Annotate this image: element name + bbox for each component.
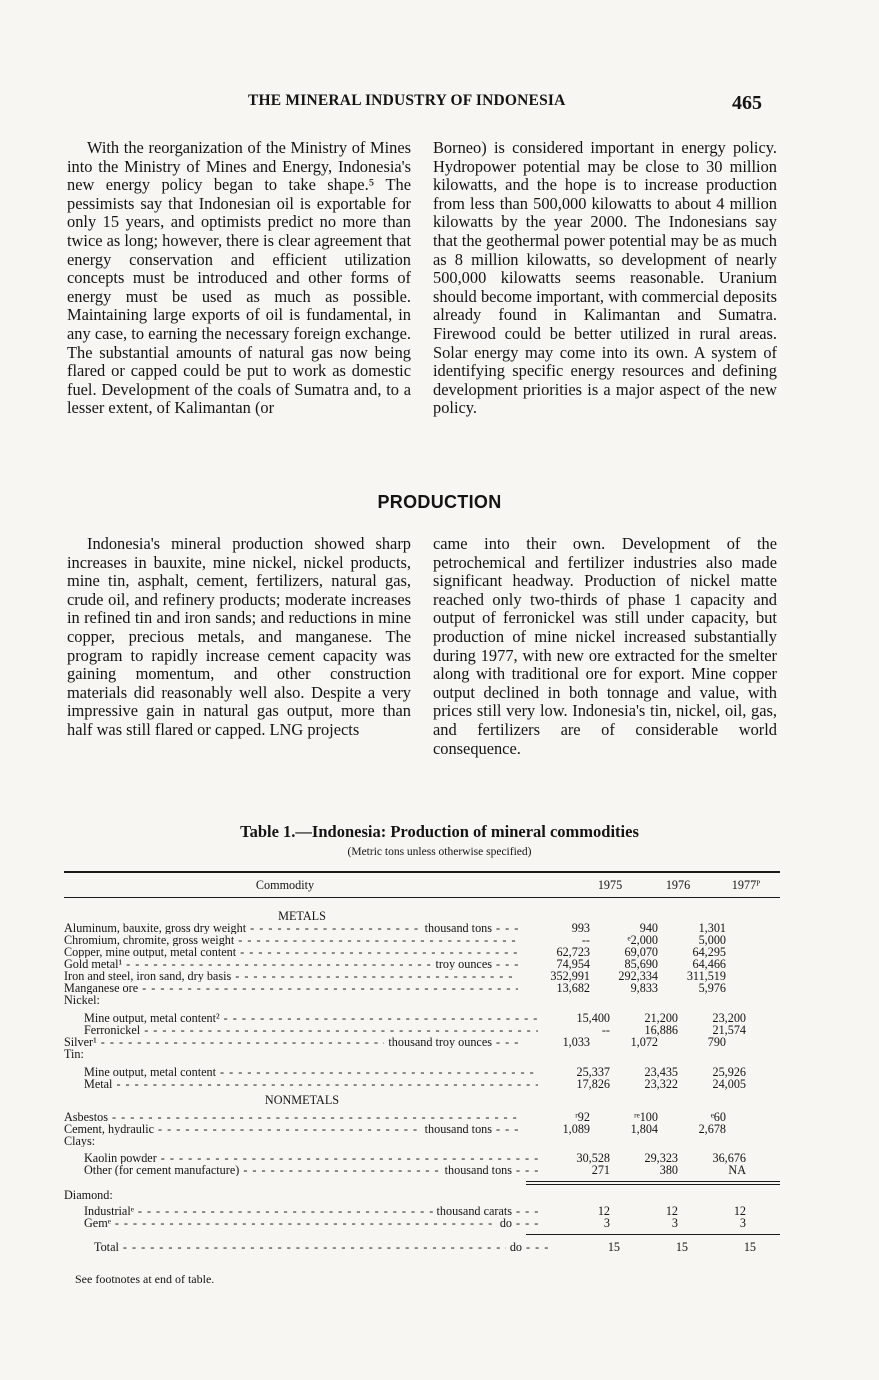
- cell-1976: ᵉ2,000: [627, 933, 658, 947]
- row-unit: thousand tons: [444, 1164, 512, 1176]
- leader-dots: [496, 1036, 518, 1048]
- cell-1976: 15: [675, 1240, 688, 1254]
- header-1977: 1977ᴾ: [731, 878, 761, 892]
- cell-1976: 29,323: [644, 1151, 678, 1165]
- page-number: 465: [732, 92, 762, 114]
- cell-1976: 16,886: [644, 1023, 678, 1037]
- leader-dots: [516, 1205, 538, 1217]
- leader-dots: [101, 1036, 385, 1048]
- cell-1975: 271: [591, 1163, 610, 1177]
- row-label: Gemᵉ: [84, 1217, 111, 1229]
- leader-dots: [123, 1241, 506, 1253]
- row-unit: thousand tons: [424, 1123, 492, 1135]
- leader-dots: [112, 1111, 518, 1123]
- intro-paragraph-right: Borneo) is considered important in energy policy. Hydropower potential may be close to 30 million kilowatts, and the hope is to increase production from less than 500,000 kilowatts to about 4 million kilowatts by the year 2000. The Indonesians say that the geothermal power potential may be as much as 8 million kilowatts, so development of nearly 500,000 kilowatts seems reasonable. Uranium should become important, with commercial deposits already found in Kalimantan and Sumatra. Firewood could be better utilized in rural areas. Solar energy may come into its own. A system of identifying specific energy resources and defining development priorities is a major aspect of the new policy.: [433, 138, 777, 418]
- intro-left-column: [67, 139, 411, 418]
- intro-right-column: [433, 139, 777, 418]
- leader-dots: [516, 1217, 538, 1229]
- leader-dots: [220, 1066, 538, 1078]
- header-1976: 1976: [665, 878, 691, 892]
- leader-dots: [138, 1205, 433, 1217]
- leader-dots: [116, 1078, 538, 1090]
- table-row-copper: [64, 946, 780, 958]
- leader-dots: [235, 970, 518, 982]
- row-unit: thousand tons: [424, 922, 492, 934]
- table-row-cement: [64, 1123, 780, 1135]
- table-row-bauxite: [64, 922, 780, 934]
- cell-1975: 1,033: [562, 1035, 590, 1049]
- table-row-iron: [64, 970, 780, 982]
- row-label: Silver¹: [64, 1036, 97, 1048]
- cell-1977: 1,301: [698, 921, 726, 935]
- table-row-gem: [64, 1217, 780, 1229]
- row-unit: do: [499, 1217, 512, 1229]
- row-label: Diamond:: [64, 1189, 113, 1201]
- table-row-tin: [64, 1048, 780, 1060]
- cell-1977: 15: [743, 1240, 756, 1254]
- row-label: Ferronickel: [84, 1024, 141, 1036]
- cell-1975: 13,682: [556, 981, 590, 995]
- row-unit: do: [509, 1241, 522, 1253]
- cell-1977: 790: [707, 1035, 726, 1049]
- cell-1977: 23,200: [712, 1011, 746, 1025]
- cell-1977: 12: [733, 1204, 746, 1218]
- cell-1977: 2,678: [698, 1122, 726, 1136]
- cell-1976: 9,833: [630, 981, 658, 995]
- leader-dots: [496, 958, 518, 970]
- leader-dots: [142, 982, 518, 994]
- table-row-manganese: [64, 982, 780, 994]
- cell-1977: 24,005: [712, 1077, 746, 1091]
- cell-1976: 23,322: [644, 1077, 678, 1091]
- cell-1977: ᵉ60: [710, 1110, 726, 1124]
- table-header: [64, 873, 780, 897]
- table-body: [64, 906, 780, 1253]
- production-paragraph-left: Indonesia's mineral production showed sharp increases in bauxite, mine nickel, nickel products, mine tin, asphalt, cement, fertilizers, natural gas, crude oil, and refinery products; moderate increases in refined tin and iron sands; and reductions in mine copper, precious metals, and manganese. The program to rapidly increase cement capacity was gaining momentum, and other construction materials did reasonably well also. Despite a very impressive gain in natural gas output, more than half was still flared or capped. LNG projects: [67, 534, 411, 739]
- cell-1976: 3: [671, 1216, 678, 1230]
- row-label: Clays:: [64, 1135, 96, 1147]
- leader-dots: [240, 946, 518, 958]
- cell-1976: 12: [665, 1204, 678, 1218]
- cell-1976: 21,200: [644, 1011, 678, 1025]
- cell-1976: ʳᵉ100: [633, 1110, 658, 1124]
- table-row-diamond: [64, 1189, 780, 1201]
- cell-1977: 311,519: [686, 969, 726, 983]
- leader-dots: [250, 922, 421, 934]
- cell-1975: 352,991: [550, 969, 590, 983]
- table-row-nickel: [64, 994, 780, 1006]
- table-row-ferronickel: [64, 1024, 780, 1036]
- cell-1975: 3: [603, 1216, 610, 1230]
- table-row-total: [64, 1241, 780, 1253]
- leader-dots: [238, 934, 518, 946]
- intro-paragraph-left: With the reorganization of the Ministry of Mines into the Ministry of Mines and Energy, Indonesia's new energy policy began to take shape.⁵ The pessimists say that Indonesian oil is exportable for only 15 years, and optimists predict no more than twice as long; however, there is clear agreement that energy conservation and efficient utilization concepts must be introduced and other forms of energy must be used as much as possible. Maintaining large exports of oil is fundamental, in any case, to earning the necessary foreign exchange. The substantial amounts of natural gas now being flared or capped could be put to work as domestic fuel. Development of the coals of Sumatra and, to a lesser extent, of Kalimantan (or: [67, 138, 411, 418]
- table-row-clays: [64, 1135, 780, 1147]
- row-label: Industrialᵉ: [84, 1205, 134, 1217]
- row-label: Total: [94, 1241, 119, 1253]
- production-right-column: [433, 535, 777, 758]
- cell-1975: 74,954: [556, 957, 590, 971]
- row-label: Aluminum, bauxite, gross dry weight: [64, 922, 247, 934]
- row-label: Gold metal¹: [64, 958, 123, 970]
- cell-1977: 5,976: [698, 981, 726, 995]
- row-label: Mine output, metal content²: [84, 1012, 220, 1024]
- cell-1976: 380: [659, 1163, 678, 1177]
- cell-1975: 1,089: [562, 1122, 590, 1136]
- production-paragraph-right: came into their own. Development of the petrochemical and fertilizer industries also made significant headway. Production of nickel matte reached only two-thirds of phase 1 capacity and output of ferronickel was still under capacity, but production of mine nickel increased substantially during 1977, with new ore extracted for the smelter along with traditional ore for export. Mine copper output declined in both tonnage and value, with prices still very low. Indonesia's tin, nickel, oil, gas, and fertilizers are of considerable world consequence.: [433, 534, 777, 758]
- cell-1975: 30,528: [576, 1151, 610, 1165]
- table-row-other-clay: [64, 1164, 780, 1176]
- production-table: [64, 871, 780, 1253]
- row-label: Chromium, chromite, gross weight: [64, 934, 235, 946]
- cell-1977: 64,295: [692, 945, 726, 959]
- leader-dots: [115, 1217, 496, 1229]
- cell-1975: 15: [607, 1240, 620, 1254]
- leader-dots: [496, 922, 518, 934]
- row-label: Iron and steel, iron sand, dry basis: [64, 970, 232, 982]
- cell-1975: 15,400: [576, 1011, 610, 1025]
- cell-1976: 1,804: [630, 1122, 658, 1136]
- leader-dots: [516, 1164, 538, 1176]
- cell-1975: 12: [597, 1204, 610, 1218]
- group-heading-metals: METALS: [278, 909, 326, 923]
- group-heading-nonmetals: NONMETALS: [264, 1093, 340, 1107]
- cell-1976: 85,690: [624, 957, 658, 971]
- row-label: Kaolin powder: [84, 1152, 157, 1164]
- row-label: Metal: [84, 1078, 113, 1090]
- table-row-silver: [64, 1036, 780, 1048]
- leader-dots: [224, 1012, 538, 1024]
- row-unit: thousand carats: [436, 1205, 512, 1217]
- table-row-asbestos: [64, 1111, 780, 1123]
- row-label: Copper, mine output, metal content: [64, 946, 237, 958]
- row-label: Asbestos: [64, 1111, 109, 1123]
- running-head: THE MINERAL INDUSTRY OF INDONESIA: [248, 92, 566, 109]
- leader-dots: [496, 1123, 518, 1135]
- table-row-gold: [64, 958, 780, 970]
- cell-1975: ʳ92: [575, 1110, 590, 1124]
- leader-dots: [161, 1152, 538, 1164]
- row-unit: thousand troy ounces: [388, 1036, 492, 1048]
- table-footnote: See footnotes at end of table.: [75, 1272, 215, 1286]
- cell-1975: 25,337: [576, 1065, 610, 1079]
- cell-1977: 36,676: [712, 1151, 746, 1165]
- row-label: Manganese ore: [64, 982, 139, 994]
- table-subtitle: (Metric tons unless otherwise specified): [347, 846, 532, 858]
- cell-1976: 940: [639, 921, 658, 935]
- cell-1977: 3: [739, 1216, 746, 1230]
- row-label: Mine output, metal content: [84, 1066, 217, 1078]
- cell-1976: 69,070: [624, 945, 658, 959]
- leader-dots: [243, 1164, 440, 1176]
- cell-1977: 5,000: [698, 933, 726, 947]
- row-label: Tin:: [64, 1048, 84, 1060]
- cell-1977: 21,574: [712, 1023, 746, 1037]
- production-left-column: [67, 535, 411, 740]
- cell-1976: 292,334: [618, 969, 658, 983]
- cell-1977: 64,466: [692, 957, 726, 971]
- cell-1975: 62,723: [556, 945, 590, 959]
- header-commodity: Commodity: [255, 878, 315, 892]
- leader-dots: [158, 1123, 421, 1135]
- cell-1975: --: [581, 933, 590, 947]
- row-unit: troy ounces: [435, 958, 492, 970]
- header-1975: 1975: [597, 878, 623, 892]
- table-row-tin-metal: [64, 1078, 780, 1090]
- row-label: Cement, hydraulic: [64, 1123, 155, 1135]
- cell-1975: 993: [571, 921, 590, 935]
- leader-dots: [526, 1241, 548, 1253]
- cell-1976: 23,435: [644, 1065, 678, 1079]
- table-title: Table 1.—Indonesia: Production of mineral commodities: [240, 822, 639, 841]
- cell-1977: NA: [728, 1163, 746, 1177]
- cell-1977: 25,926: [712, 1065, 746, 1079]
- section-heading-production: PRODUCTION: [377, 492, 502, 512]
- cell-1975: 17,826: [576, 1077, 610, 1091]
- row-label: Other (for cement manufacture): [84, 1164, 240, 1176]
- table-row-chromite: [64, 934, 780, 946]
- leader-dots: [144, 1024, 538, 1036]
- cell-1975: --: [601, 1023, 610, 1037]
- row-label: Nickel:: [64, 994, 100, 1006]
- cell-1976: 1,072: [630, 1035, 658, 1049]
- leader-dots: [126, 958, 431, 970]
